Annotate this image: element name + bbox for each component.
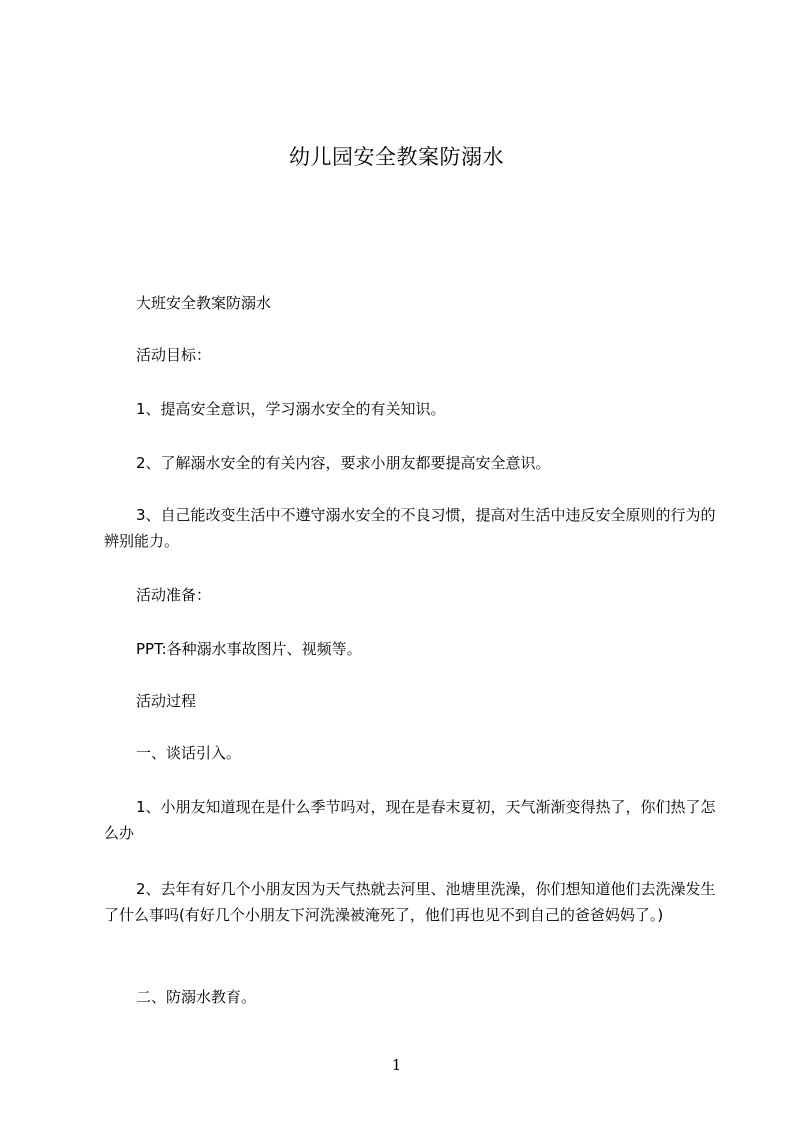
paragraph-text: 二、防溺水教育。 <box>136 988 257 1006</box>
paragraph-text: 2、了解溺水安全的有关内容，要求小朋友都要提高安全意识。 <box>136 454 551 472</box>
paragraph-text: 2、去年有好几个小朋友因为天气热就去河里、池塘里洗澡，你们想知道他们去洗澡发生了什么事吗(有好几个小朋友下河洗澡被淹死了，他们再也见不到自己的爸爸妈妈了。) <box>104 880 716 924</box>
paragraph-text: 活动准备： <box>136 586 212 604</box>
paragraph-text: 活动目标： <box>136 346 212 364</box>
paragraph-text: 活动过程 <box>136 692 197 710</box>
paragraph-text: 1、提高安全意识，学习溺水安全的有关知识。 <box>136 400 446 418</box>
page-number: 1 <box>391 1056 402 1074</box>
paragraph-text: 大班安全教案防溺水 <box>136 294 272 312</box>
paragraph-preparation-ppt <box>104 636 716 662</box>
paragraph-text: 3、自己能改变生活中不遵守溺水安全的不良习惯，提高对生活中违反安全原则的行为的辨别能力。 <box>104 506 716 550</box>
document-title: 幼儿园安全教案防溺水 <box>289 145 504 169</box>
paragraph-preparation-heading <box>104 582 716 608</box>
paragraph-process-heading <box>104 688 716 714</box>
paragraph-text: 1、小朋友知道现在是什么季节吗对，现在是春末夏初，天气渐渐变得热了，你们热了怎么办 <box>104 798 716 842</box>
paragraph-section-2 <box>104 984 716 1010</box>
paragraph-goal-2 <box>104 450 716 476</box>
paragraph-section-1-item-1 <box>104 794 716 846</box>
paragraph-subtitle <box>104 290 716 316</box>
paragraph-goal-1 <box>104 396 716 422</box>
paragraph-section-1 <box>104 740 716 766</box>
paragraph-text: PPT:各种溺水事故图片、视频等。 <box>136 640 362 658</box>
paragraph-goals-heading <box>104 342 716 368</box>
paragraph-text: 一、谈话引入。 <box>136 744 242 762</box>
paragraph-section-1-item-2 <box>104 876 716 928</box>
paragraph-goal-3 <box>104 502 716 554</box>
